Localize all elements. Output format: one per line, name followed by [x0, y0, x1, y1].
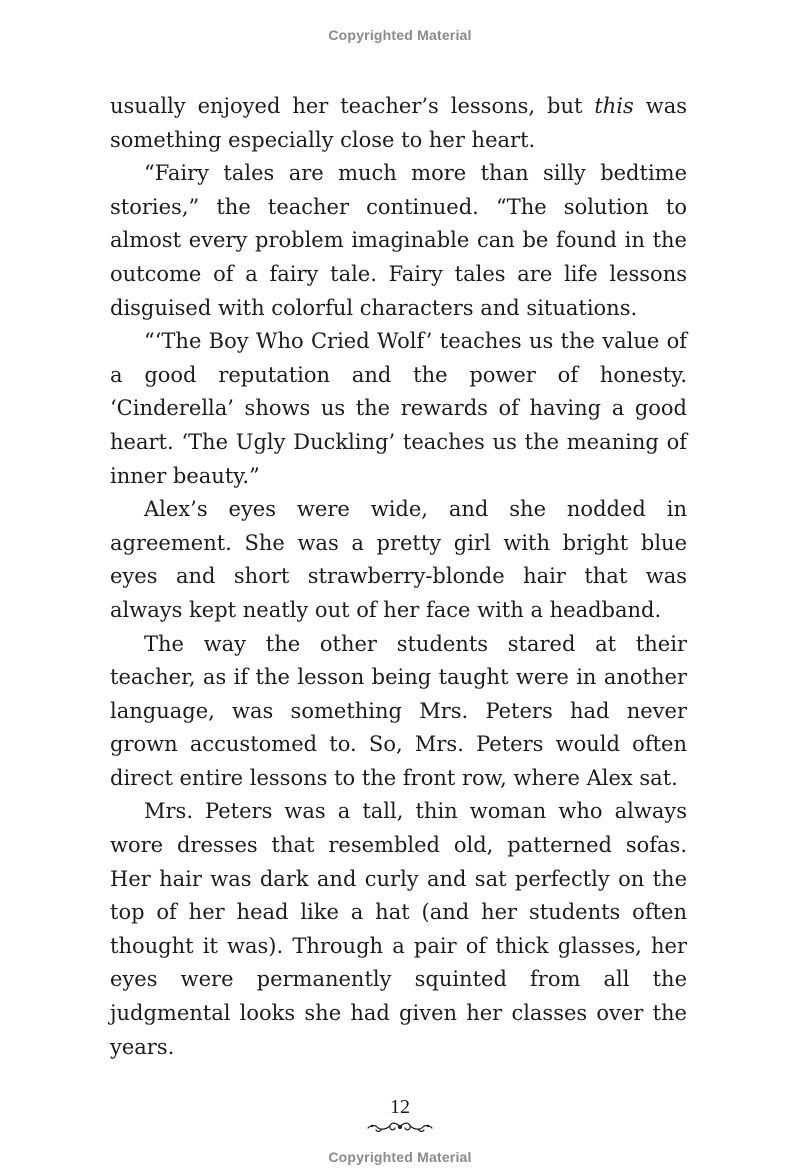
copyright-watermark-top: Copyrighted Material — [328, 27, 472, 43]
page-number: 12 — [390, 1096, 410, 1118]
paragraph-1 — [110, 90, 687, 157]
copyright-watermark-bottom: Copyrighted Material — [328, 1149, 472, 1165]
paragraph-6: Mrs. Peters was a tall, thin woman who always wore dresses that resembled old, patterned sofas. Her hair was dark and curly and sat perfectly on the top of her head like a hat (and her students often thought it was). Through a pair of thick glasses, her eyes were permanently squinted from all the judgmental looks she had given her classes over the years. — [110, 799, 687, 1059]
paragraph-1-emphasis: this — [594, 94, 634, 118]
paragraph-5: The way the other students stared at their teacher, as if the lesson being taught were in another language, was something Mrs. Peters had never grown accustomed to. So, Mrs. Peters would often direct entire lessons to the front row, where Alex sat. — [110, 631, 687, 790]
paragraph-4: Alex’s eyes were wide, and she nodded in agreement. She was a pretty girl with bright blue eyes and short strawberry-blonde hair that was always kept neatly out of her face with a headband. — [110, 497, 687, 622]
paragraph-2: “Fairy tales are much more than silly bedtime stories,” the teacher continued. “The solution to almost every problem imaginable can be found in the outcome of a fairy tale. Fairy tales are life lessons disguised with colorful characters and situations. — [110, 161, 687, 320]
paragraph-1-end: was something especially close to her heart. — [110, 94, 688, 152]
paragraph-3: “‘The Boy Who Cried Wolf’ teaches us the value of a good reputation and the power of honesty. ‘Cinderella’ shows us the rewards of having a good heart. ‘The Ugly Duckling’ teaches us the meaning of inner beauty.” — [110, 329, 687, 488]
flourish-ornament-icon — [366, 1120, 434, 1134]
page-body-text — [110, 90, 687, 1064]
paragraph-1-start: usually enjoyed her teacher’s lessons, but — [110, 94, 595, 118]
